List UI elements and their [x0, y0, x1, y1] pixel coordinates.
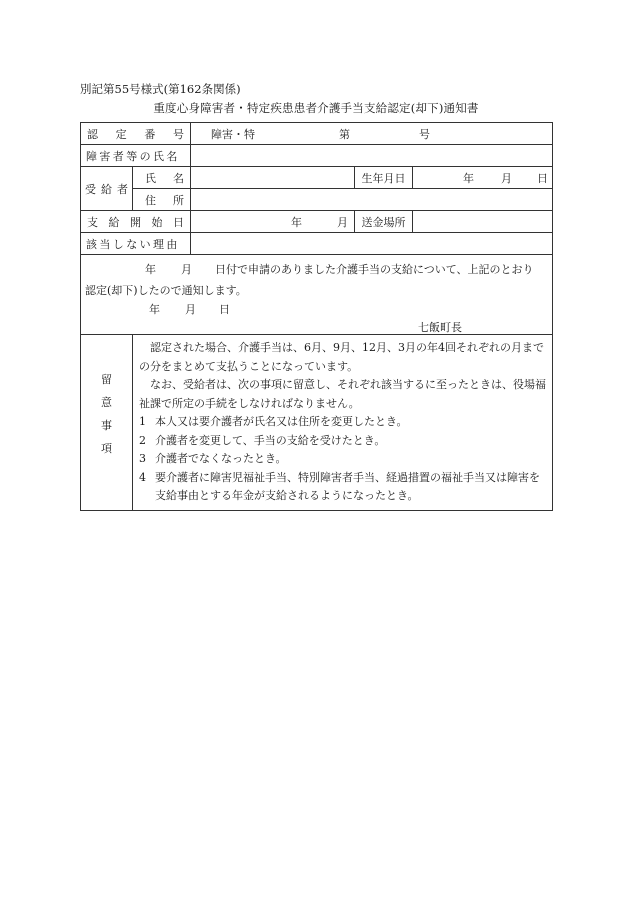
- row-recipient-address: [81, 189, 553, 211]
- row-name: [81, 145, 553, 167]
- notice-line2: 認定(却下)したので通知します。: [85, 284, 247, 297]
- start-year-unit: 年: [291, 215, 302, 229]
- notice-text: [81, 255, 553, 335]
- payment-start-field[interactable]: [191, 211, 355, 233]
- remittance-place-field[interactable]: [413, 211, 553, 233]
- notes-paragraph-1: 認定された場合、介護手当は、6月、9月、12月、3月の年4回それぞれの月までの分をまとめて支払うことになっています。: [139, 341, 544, 373]
- birth-day-unit: 日: [537, 171, 548, 185]
- notes-item-2: 2 介護者を変更して、手当の支給を受けたとき。: [139, 433, 386, 447]
- notice-date-year-unit: 年: [149, 303, 160, 316]
- form-title: 重度心身障害者・特定疾患患者介護手当支給認定(却下)通知書: [153, 101, 479, 115]
- row-recipient-name: [81, 167, 553, 189]
- birth-year-unit: 年: [463, 171, 474, 185]
- issuer-name: 七飯町長: [418, 321, 463, 334]
- cert-number-field[interactable]: [191, 123, 553, 145]
- notice-date-month-unit: 月: [185, 303, 196, 316]
- notice-year-unit: 年: [145, 263, 156, 276]
- notes-item-1: 1 本人又は要介護者が氏名又は住所を変更したとき。: [139, 415, 408, 428]
- rejection-reason-field[interactable]: [191, 233, 553, 255]
- remittance-place-label: 送金場所: [355, 211, 413, 233]
- name-label: 障害者等の氏名: [81, 145, 191, 167]
- notes-label: 留 意 事 項: [81, 335, 133, 511]
- notice-form-table: [80, 122, 553, 511]
- birth-month-unit: 月: [501, 171, 512, 185]
- row-notes: [81, 335, 553, 511]
- row-payment-start: [81, 211, 553, 233]
- payment-start-label: 支 給 開 始 日: [81, 211, 191, 233]
- form-reference: 別記第55号様式(第162条関係): [80, 82, 241, 96]
- notes-item-4: 4 要介護者に障害児福祉手当、特別障害者手当、経過措置の福祉手当又は障害を支給事由とする年金が支給されるようになったとき。: [139, 470, 540, 502]
- cert-number-label: 認 定 番 号: [81, 123, 191, 145]
- row-rejection-reason: [81, 233, 553, 255]
- birth-date-field[interactable]: [413, 167, 553, 189]
- row-notice: [81, 255, 553, 335]
- cert-dai: 第: [339, 127, 350, 141]
- notes-item-3: 3 介護者でなくなったとき。: [139, 452, 287, 465]
- notes-paragraph-2: なお、受給者は、次の事項に留意し、それぞれ該当するに至ったときは、役場福祉課で所定の手続をしなければなりません。: [139, 378, 546, 410]
- notes-body: [133, 335, 553, 511]
- birth-date-label: 生年月日: [355, 167, 413, 189]
- notice-month-unit: 月: [181, 263, 192, 276]
- recipient-address-label: 住 所: [133, 189, 191, 211]
- recipient-label: 受 給 者: [81, 167, 133, 211]
- rejection-reason-label: 該当しない理由: [81, 233, 191, 255]
- notice-date-day-unit: 日: [219, 303, 230, 316]
- cert-go: 号: [419, 127, 430, 141]
- recipient-name-label: 氏 名: [133, 167, 191, 189]
- notice-line1: 日付で申請のありました介護手当の支給について、上記のとおり: [215, 263, 534, 276]
- name-field[interactable]: [191, 145, 553, 167]
- start-month-unit: 月: [337, 215, 348, 229]
- cert-prefix: 障害・特: [211, 127, 255, 141]
- row-cert-number: [81, 123, 553, 145]
- recipient-name-field[interactable]: [191, 167, 355, 189]
- recipient-address-field[interactable]: [191, 189, 553, 211]
